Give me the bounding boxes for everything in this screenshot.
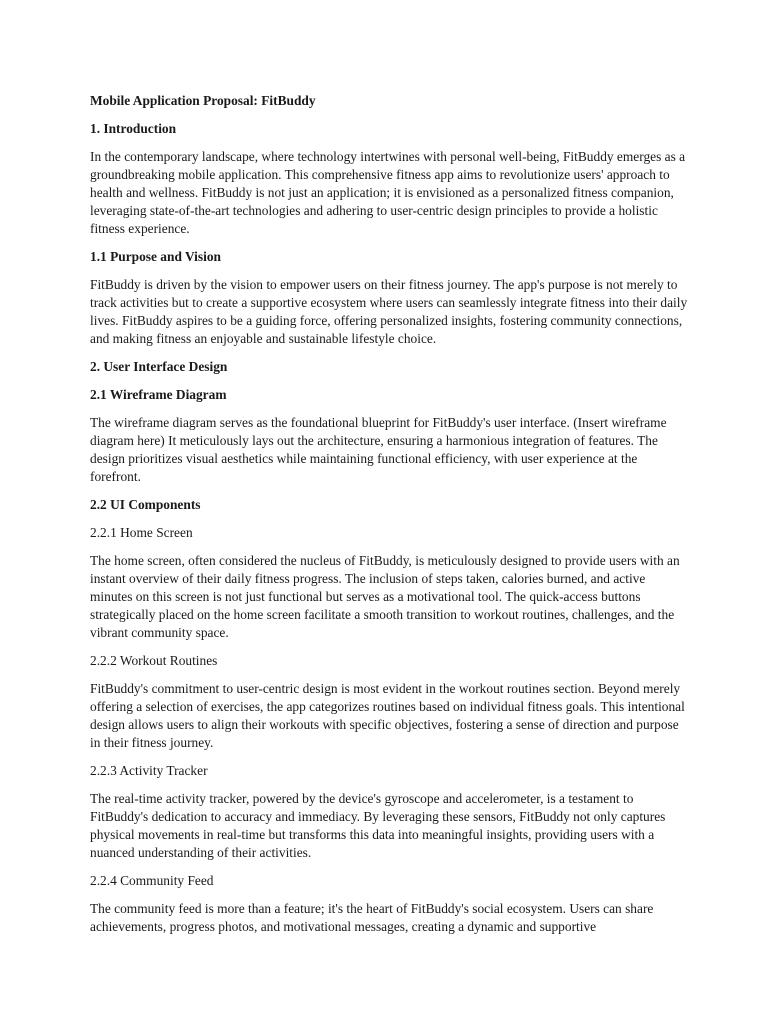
subsection-heading-community-feed: 2.2.4 Community Feed xyxy=(90,873,214,888)
paragraph-workout-routines: FitBuddy's commitment to user-centric design is most evident in the workout routines section. Beyond merely offering a selection of exercises, the app categorizes routines based on individual fitness goals. This intentional design allows users to align their workouts with specific objectives, fostering a sense of direction and purpose in their fitness journey. xyxy=(90,681,685,750)
subsection-heading-home-screen: 2.2.1 Home Screen xyxy=(90,525,193,540)
paragraph-wireframe: The wireframe diagram serves as the foundational blueprint for FitBuddy's user interface. (Insert wireframe diagram here) It meticulously lays out the architecture, ensuring a harmonious integration of features. The design prioritizes visual aesthetics while maintaining functional efficiency, with user experience at the forefront. xyxy=(90,415,667,484)
document-page xyxy=(90,92,690,946)
paragraph-purpose-vision: FitBuddy is driven by the vision to empower users on their fitness journey. The app's purpose is not merely to track activities but to create a supportive ecosystem where users can seamlessly integrate fitness into their daily lives. FitBuddy aspires to be a guiding force, offering personalized insights, fostering community connections, and making fitness an enjoyable and sustainable lifestyle choice. xyxy=(90,277,688,346)
paragraph-home-screen: The home screen, often considered the nucleus of FitBuddy, is meticulously designed to provide users with an instant overview of their daily fitness progress. The inclusion of steps taken, calories burned, and active minutes on this screen is not just functional but serves as a motivational tool. The quick-access buttons strategically placed on the home screen facilitate a smooth transition to workout routines, challenges, and the vibrant community space. xyxy=(90,553,680,640)
section-heading-purpose-vision: 1.1 Purpose and Vision xyxy=(90,249,221,264)
subsection-heading-activity-tracker: 2.2.3 Activity Tracker xyxy=(90,763,208,778)
section-heading-introduction: 1. Introduction xyxy=(90,121,177,136)
section-heading-ui-design: 2. User Interface Design xyxy=(90,359,228,374)
paragraph-activity-tracker: The real-time activity tracker, powered by the device's gyroscope and accelerometer, is a testament to FitBuddy's dedication to accuracy and immediacy. By leveraging these sensors, FitBuddy not only captures physical movements in real-time but transforms this data into meaningful insights, providing users with a nuanced understanding of their activities. xyxy=(90,791,666,860)
section-heading-ui-components: 2.2 UI Components xyxy=(90,497,201,512)
document-title: Mobile Application Proposal: FitBuddy xyxy=(90,93,316,108)
paragraph-introduction: In the contemporary landscape, where technology intertwines with personal well-being, FitBuddy emerges as a groundbreaking mobile application. This comprehensive fitness app aims to revolutionize users' approach to health and wellness. FitBuddy is not just an application; it is envisioned as a personalized fitness companion, leveraging state-of-the-art technologies and adhering to user-centric design principles to provide a holistic fitness experience. xyxy=(90,149,686,236)
section-heading-wireframe: 2.1 Wireframe Diagram xyxy=(90,387,227,402)
subsection-heading-workout-routines: 2.2.2 Workout Routines xyxy=(90,653,218,668)
paragraph-community-feed: The community feed is more than a feature; it's the heart of FitBuddy's social ecosystem. Users can share achievements, progress photos, and motivational messages, creating a dynamic and supportive xyxy=(90,901,654,934)
